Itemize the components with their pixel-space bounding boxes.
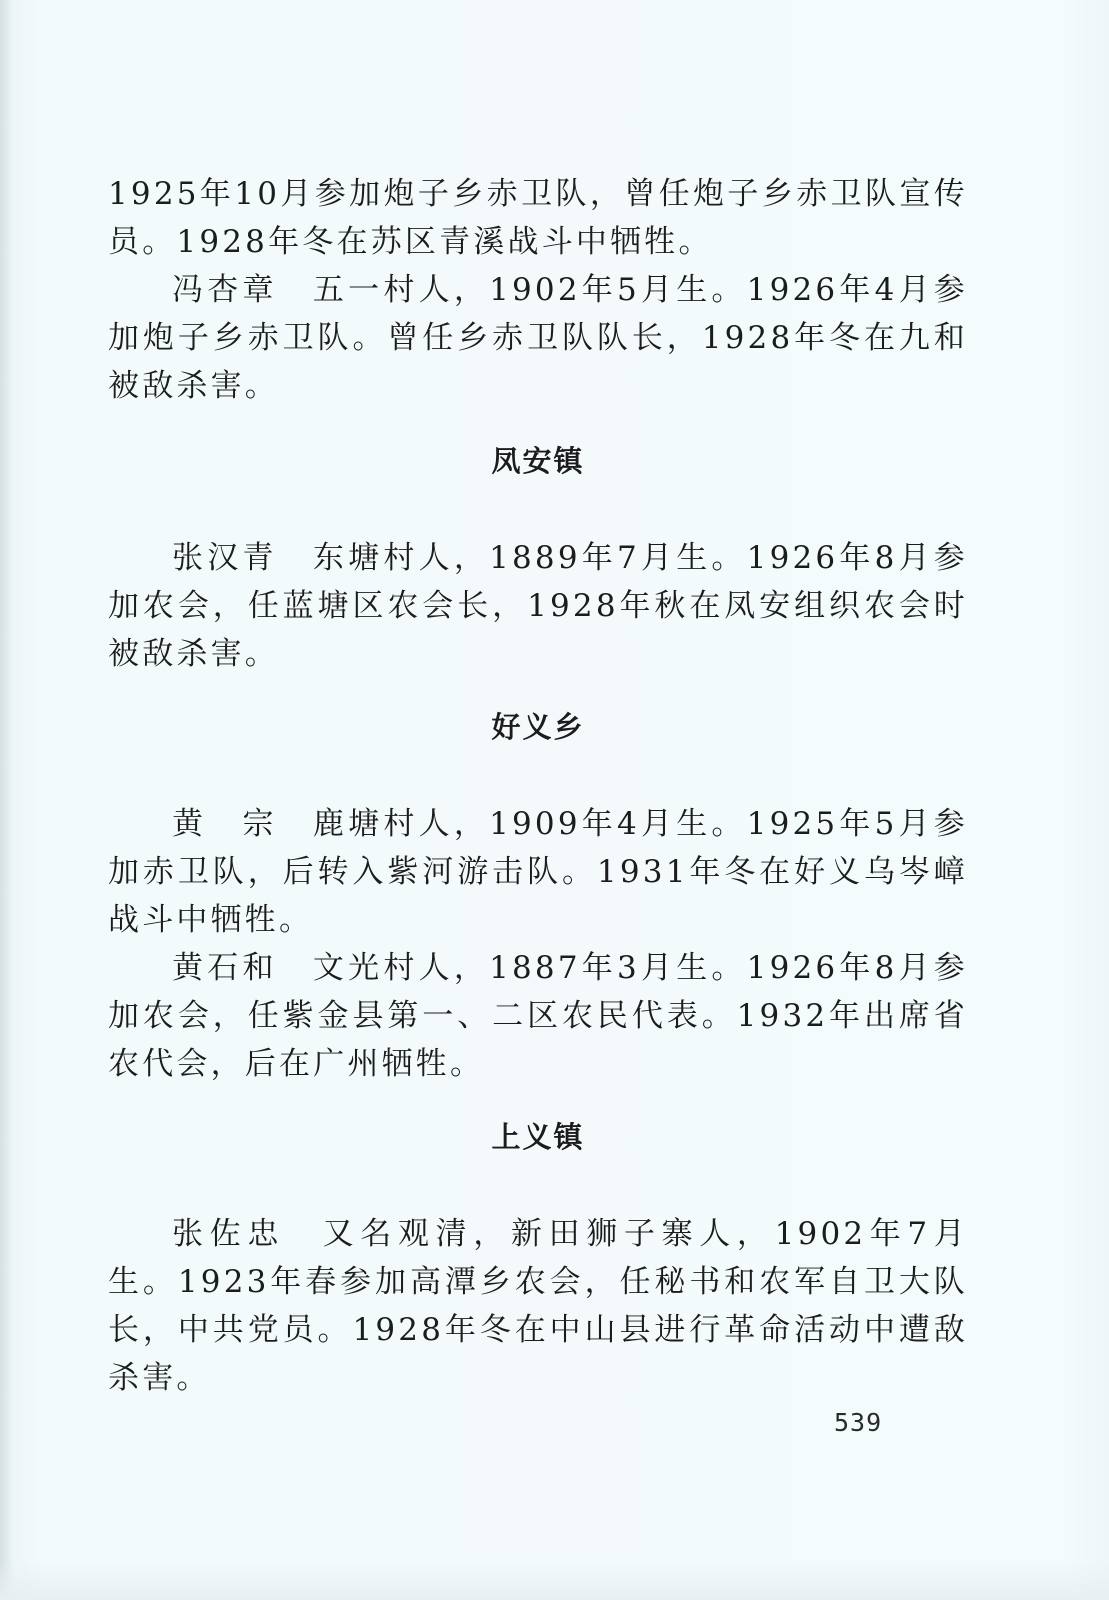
paragraph-huang-zong: 黄 宗 鹿塘村人，1909年4月生。1925年5月参加赤卫队，后转入紫河游击队。1931年冬在好义乌岑嶂战斗中牺牲。 — [108, 806, 968, 938]
paragraph-huang-shihe: 黄石和 文光村人，1887年3月生。1926年8月参加农会，任紫金县第一、二区农民代表。1932年出席省农代会，后在广州牺牲。 — [108, 950, 968, 1082]
section-shangyi — [108, 1088, 968, 1210]
section-heading: 凤安镇 — [491, 444, 585, 478]
paragraph-zhang-zuozhong: 张佐忠 又名观清，新田狮子寨人，1902年7月生。1923年春参加高潭乡农会，任秘书和农军自卫大队长，中共党员。1928年冬在中山县进行革命活动中遭敌杀害。 — [108, 1216, 968, 1396]
section-heading: 好义乡 — [491, 710, 585, 744]
page-body — [108, 170, 968, 1402]
paragraph-continuation: 1925年10月参加炮子乡赤卫队，曾任炮子乡赤卫队宣传员。1928年冬在苏区青溪战斗中牺牲。 — [108, 176, 968, 260]
paragraph-feng-xingzhang: 冯杏章 五一村人，1902年5月生。1926年4月参加炮子乡赤卫队。曾任乡赤卫队队长，1928年冬在九和被敌杀害。 — [108, 272, 968, 404]
page-number: 539 — [834, 1408, 883, 1437]
page-left-edge — [0, 0, 14, 1600]
section-haoyi — [108, 678, 968, 800]
section-heading: 上义镇 — [491, 1120, 585, 1154]
page-bottom-edge — [0, 1560, 1109, 1600]
section-fengan — [108, 410, 968, 534]
paragraph-zhang-hanqing: 张汉青 东塘村人，1889年7月生。1926年8月参加农会，任蓝塘区农会长，1928年秋在凤安组织农会时被敌杀害。 — [108, 540, 968, 672]
